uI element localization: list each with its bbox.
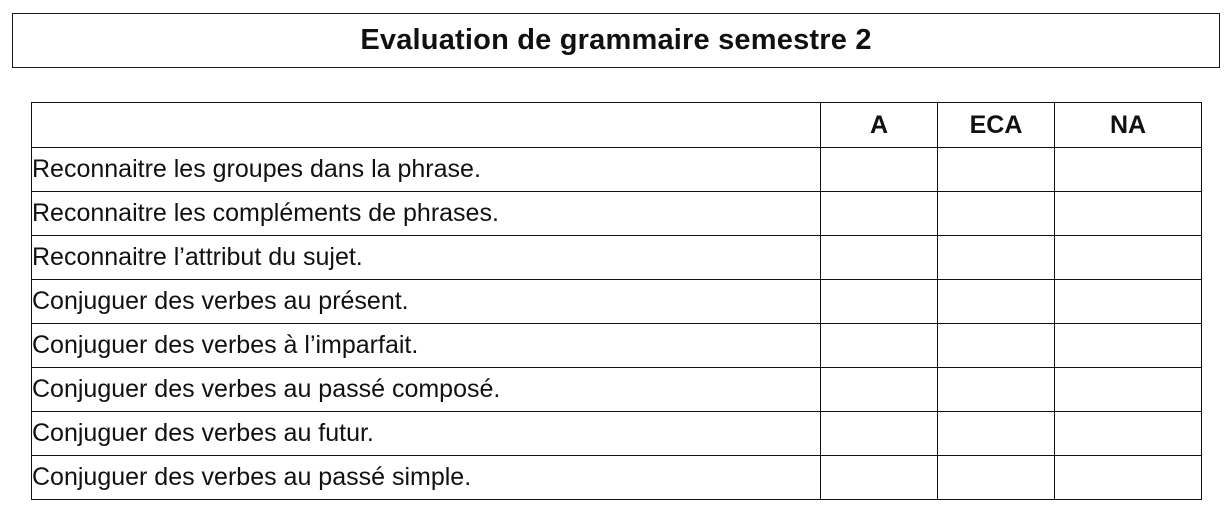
skill-label: Conjuguer des verbes au passé composé. xyxy=(32,368,821,412)
title-box xyxy=(12,13,1220,68)
checkbox-cell-na[interactable] xyxy=(1055,368,1202,412)
table-row xyxy=(32,148,1202,192)
checkbox-cell-eca[interactable] xyxy=(938,148,1055,192)
checkbox-cell-a[interactable] xyxy=(821,192,938,236)
checkbox-cell-na[interactable] xyxy=(1055,148,1202,192)
skill-label: Conjuguer des verbes à l’imparfait. xyxy=(32,324,821,368)
checkbox-cell-a[interactable] xyxy=(821,148,938,192)
table-row xyxy=(32,236,1202,280)
skill-label: Conjuguer des verbes au présent. xyxy=(32,280,821,324)
checkbox-cell-a[interactable] xyxy=(821,368,938,412)
checkbox-cell-a[interactable] xyxy=(821,456,938,500)
checkbox-cell-a[interactable] xyxy=(821,280,938,324)
header-a: A xyxy=(821,103,938,148)
checkbox-cell-eca[interactable] xyxy=(938,368,1055,412)
checkbox-cell-eca[interactable] xyxy=(938,236,1055,280)
checkbox-cell-na[interactable] xyxy=(1055,236,1202,280)
checkbox-cell-eca[interactable] xyxy=(938,412,1055,456)
checkbox-cell-na[interactable] xyxy=(1055,456,1202,500)
checkbox-cell-a[interactable] xyxy=(821,412,938,456)
checkbox-cell-eca[interactable] xyxy=(938,324,1055,368)
checkbox-cell-eca[interactable] xyxy=(938,456,1055,500)
table-row xyxy=(32,412,1202,456)
checkbox-cell-na[interactable] xyxy=(1055,280,1202,324)
checkbox-cell-a[interactable] xyxy=(821,324,938,368)
header-skill-blank xyxy=(32,103,821,148)
header-eca: ECA xyxy=(938,103,1055,148)
checkbox-cell-na[interactable] xyxy=(1055,324,1202,368)
page-title: Evaluation de grammaire semestre 2 xyxy=(360,24,872,56)
checkbox-cell-eca[interactable] xyxy=(938,192,1055,236)
skill-label: Conjuguer des verbes au passé simple. xyxy=(32,456,821,500)
table-row xyxy=(32,280,1202,324)
evaluation-table xyxy=(31,102,1202,500)
table-row xyxy=(32,192,1202,236)
skill-label: Reconnaitre les compléments de phrases. xyxy=(32,192,821,236)
header-na: NA xyxy=(1055,103,1202,148)
checkbox-cell-eca[interactable] xyxy=(938,280,1055,324)
table-row xyxy=(32,324,1202,368)
table-row xyxy=(32,368,1202,412)
checkbox-cell-na[interactable] xyxy=(1055,192,1202,236)
checkbox-cell-na[interactable] xyxy=(1055,412,1202,456)
skill-label: Reconnaitre l’attribut du sujet. xyxy=(32,236,821,280)
table-row xyxy=(32,456,1202,500)
skill-label: Conjuguer des verbes au futur. xyxy=(32,412,821,456)
skill-label: Reconnaitre les groupes dans la phrase. xyxy=(32,148,821,192)
table-header-row xyxy=(32,103,1202,148)
checkbox-cell-a[interactable] xyxy=(821,236,938,280)
